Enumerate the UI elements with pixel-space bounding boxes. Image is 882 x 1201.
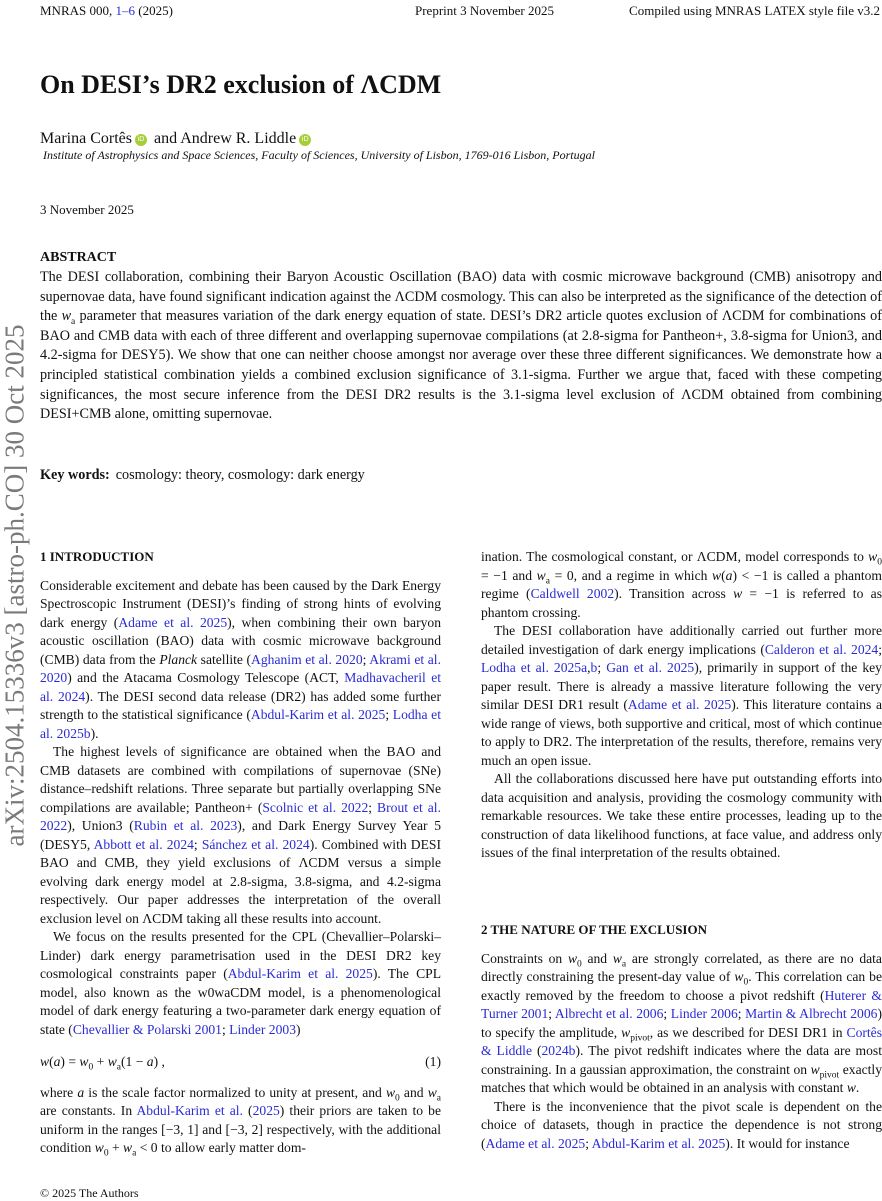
section-heading: 2 THE NATURE OF THE EXCLUSION — [481, 922, 707, 937]
text-run: ). Transition across — [614, 586, 734, 601]
text-run: ) to specify the amplitude, — [481, 1006, 882, 1040]
text-run: = −1 and — [481, 567, 537, 583]
citation-link[interactable]: Caldwell 2002 — [530, 586, 615, 601]
text-run: is the scale factor normalized to unity at present, and — [84, 1084, 386, 1100]
abstract-heading: ABSTRACT — [40, 250, 117, 265]
text-run: (1 − — [121, 1054, 147, 1069]
citation-link[interactable]: Adame et al. 2025 — [118, 614, 228, 630]
text-run: . This correlation can be exactly removed by the freedom to choose a pivot redshift ( — [481, 969, 882, 1003]
text-run: ). Combined with DESI BAO and CMB, they yield exclusions of ΛCDM versus a simple evolving dark energy model at 2.8-sigma, 3.8-sigma, and 4.2-sigma respectively. Our paper addresses the interpretation of the overall exclusion level on ΛCDM taking all these results into account. — [40, 836, 441, 926]
citation-link[interactable]: Albrecht et al. 2006 — [554, 1006, 664, 1021]
math-symbol: w — [123, 1140, 133, 1155]
citation-link[interactable]: Gan et al. 2025 — [606, 660, 695, 675]
text-run: ). It would for instance — [725, 1135, 850, 1151]
citation-link[interactable]: Lodha et al. 2025b — [40, 707, 441, 741]
paragraph — [481, 950, 882, 1098]
math-symbol: w — [107, 1054, 117, 1069]
paragraph — [481, 548, 882, 622]
text-run: ). This literature contains a wide range of views, both supportive and critical, most of which continue to apply to DR2. The interpretation of the results, therefore, remains very much an open issue. — [481, 697, 882, 768]
text-run: ) = — [60, 1054, 80, 1069]
section-2 — [481, 921, 882, 1153]
text-run: ; — [585, 1135, 592, 1151]
author-conjunction: and — [153, 130, 178, 147]
citation-link[interactable]: b — [590, 660, 598, 675]
subscript: a — [116, 1062, 121, 1073]
citation-link[interactable]: Rubin et al. 2023 — [133, 818, 238, 833]
math-symbol: w — [385, 1084, 396, 1100]
text-run: ; — [548, 1006, 555, 1021]
text-run: are constants. In — [40, 1103, 137, 1118]
paper-date: 3 November 2025 — [40, 202, 134, 217]
text-run: ( — [49, 1054, 54, 1069]
citation-link[interactable]: Madhavacheril et al. 2024 — [40, 670, 441, 704]
text-run: ( — [721, 567, 726, 583]
text-run: ; — [737, 1006, 746, 1021]
text-run: satellite ( — [197, 651, 252, 667]
citation-link[interactable]: 2025 — [252, 1103, 280, 1118]
math-symbol: w — [567, 950, 578, 966]
text-run: and — [399, 1084, 428, 1100]
math-symbol: w — [61, 308, 72, 325]
math-symbol: w — [734, 969, 744, 984]
text-run: ). The pivot redshift indicates where the data are most constraining. In a gaussian approximation, the constraint on — [481, 1043, 882, 1077]
text-run: ( — [532, 1043, 542, 1058]
subscript: a — [436, 1093, 441, 1104]
math-symbol: w — [536, 567, 546, 583]
math-symbol: w — [621, 1024, 631, 1040]
text-run: Considerable excitement and debate has been caused by the Dark Energy Spectroscopic Instrument (DESI)’s finding of strong hints of evolving dark energy ( — [40, 577, 441, 630]
text-run: parameter that measures variation of the dark energy equation of state. DESI’s DR2 article quotes exclusion of ΛCDM for combinations of BAO and CMB data with each of three different and overlapping supernovae compilations (at 2.8-sigma for Pantheon+, 3.8-sigma for Union3, and 4.2-sigma for DESY5). We show that one can neither choose amongst nor average over these three different significances. We demonstrate how a principled statistical combination yields a combined exclusion significance of 3.1-sigma. Further we argue that, faced with these competing significances, the most secure inference from the DESI DR2 results is the 3.1-sigma level exclusion of ΛCDM obtained from combining DESI+CMB alone, omitting supernovae. — [40, 308, 882, 423]
orcid-icon[interactable]: iD — [299, 134, 311, 146]
text-run: ; — [221, 1021, 230, 1037]
text-run: ), when combining their own baryon acoustic oscillation (BAO) data with cosmic microwave background (CMB) data from the — [40, 614, 441, 667]
paragraph — [481, 1098, 882, 1154]
citation-link[interactable]: Abdul-Karim et al. 2025 — [591, 1135, 726, 1151]
math-symbol: w — [810, 1061, 820, 1077]
math-symbol: w — [427, 1084, 437, 1100]
math-symbol: a — [146, 1054, 154, 1069]
citation-link[interactable]: Huterer & Turner 2001 — [481, 987, 882, 1021]
abstract-text — [40, 268, 882, 425]
text-run: The highest levels of significance are obtained when the BAO and CMB datasets are combined with compilations of supernovae (SNe) distance–redshift relations. Three separate but partially overlapping SNe compilations are available; Pantheon+ ( — [40, 744, 441, 815]
subscript: a — [621, 959, 627, 970]
paragraph — [40, 743, 441, 928]
subscript: 0 — [103, 1148, 109, 1159]
citation-link[interactable]: Aghanim et al. 2020 — [251, 651, 363, 667]
subscript: 0 — [88, 1062, 94, 1073]
citation-link[interactable]: Cortês & Liddle — [481, 1024, 882, 1058]
subscript: 0 — [395, 1093, 400, 1104]
text-run: All the collaborations discussed here have put outstanding efforts into data acquisition and analysis, providing the cosmology community with remarkable resources. We take these entire processes, leading up to the construction of data likelihood functions, at face value, and address only issues of the final interpretation of the results obtained. — [481, 771, 882, 860]
text-run: , as we described for DESI DR1 in — [649, 1024, 847, 1040]
italic-text: Planck — [159, 651, 198, 667]
citation-link[interactable]: Akrami et al. 2020 — [40, 651, 441, 685]
equation-number: (1) — [425, 1054, 441, 1069]
paragraph — [40, 928, 441, 1039]
citation-link[interactable]: 2024b — [541, 1043, 576, 1058]
citation-link[interactable]: Brout et al. 2022 — [40, 799, 441, 833]
math-symbol: a — [725, 567, 733, 583]
text-run: = −1 is referred to as phantom crossing. — [481, 586, 882, 620]
journal-year: (2025) — [138, 3, 173, 18]
text-run: The DESI collaboration, combining their Baryon Acoustic Oscillation (BAO) data with cosmic microwave background (CMB) anisotropy and supernovae data, have found significant indication against the ΛCDM cosmology. This can also be interpreted as the significance of the detection of the — [40, 269, 882, 325]
text-run: ; — [878, 641, 882, 657]
citation-link[interactable]: Abdul-Karim et al. 2025 — [250, 707, 386, 722]
citation-link[interactable]: Abdul-Karim et al. — [136, 1103, 243, 1118]
citation-link[interactable]: Abbott et al. 2024 — [93, 836, 194, 852]
text-run: There is the inconvenience that the pivot scale is dependent on the choice of datasets, though in practice the dependence is not strong ( — [481, 1098, 882, 1151]
equation-1 — [40, 1053, 441, 1072]
text-run: ). The CPL model, also known as the w0waCDM model, is a phenomenological model of dark energy featuring a two-parameter dark energy equation of state ( — [40, 966, 441, 1037]
citation-link[interactable]: Chevallier & Polarski 2001 — [72, 1021, 222, 1037]
text-run: ) , — [153, 1054, 165, 1069]
citation-link[interactable]: Linder 2006 — [670, 1006, 738, 1021]
left-column — [40, 548, 441, 1158]
subscript: a — [132, 1148, 137, 1159]
text-run: ), primarily in support of the key paper result. There is already a massive literature following the very similar DESI DR1 result ( — [481, 660, 882, 712]
text-run: ). The DESI second data release (DR2) has added some further strength to the statistical significance ( — [40, 688, 441, 722]
citation-link[interactable]: Calderon et al. 2024 — [764, 641, 879, 657]
journal-ref: MNRAS 000, — [40, 3, 113, 18]
text-run: < 0 to allow early matter dom- — [136, 1140, 306, 1155]
text-run: ), Union3 ( — [67, 818, 134, 833]
text-run: ination. The cosmological constant, or ΛCDM, model corresponds to — [481, 549, 869, 564]
math-symbol: w — [612, 950, 622, 966]
keywords-label: Key words: — [40, 467, 110, 483]
authors — [40, 130, 314, 148]
math-symbol: w — [733, 586, 743, 601]
text-run: ; — [193, 836, 202, 852]
text-run: We focus on the results presented for the CPL (Chevallier–Polarski–Linder) dark energy parametrisation used in the DESI DR2 key cosmological constraints paper ( — [40, 929, 441, 981]
text-run: ; — [385, 707, 393, 722]
text-run: = 0, and a regime in which — [549, 567, 713, 583]
text-run: ). — [90, 725, 99, 741]
text-run: + — [93, 1054, 108, 1069]
author-name: Marina Cortês — [40, 130, 132, 147]
text-run: ; — [362, 651, 370, 667]
text-run: . — [855, 1080, 860, 1095]
citation-link[interactable]: Sánchez et al. 2024 — [201, 836, 310, 852]
math-symbol: w — [868, 549, 878, 564]
right-column — [481, 548, 882, 863]
math-symbol: w — [94, 1140, 104, 1155]
compiled-note: Compiled using MNRAS LATEX style file v3.2 — [629, 3, 880, 18]
text-run: , — [587, 660, 591, 675]
text-run: where — [40, 1084, 78, 1100]
author-name: Andrew R. Liddle — [180, 130, 297, 147]
text-run: ) — [296, 1021, 301, 1037]
paragraph — [40, 1084, 441, 1158]
arxiv-stamp: arXiv:2504.15336v3 [astro-ph.CO] 30 Oct 2025 — [0, 324, 30, 847]
math-symbol: w — [846, 1080, 856, 1095]
subscript: a — [545, 576, 550, 587]
math-symbol: w — [40, 1054, 50, 1069]
citation-link[interactable]: Martin & Albrecht 2006 — [745, 1006, 878, 1021]
math-symbol: a — [53, 1054, 61, 1069]
copyright-footer: © 2025 The Authors — [40, 1186, 139, 1200]
subscript: pivot — [630, 1033, 650, 1044]
subscript: 0 — [877, 557, 882, 568]
keywords — [40, 467, 365, 484]
text-run: ; — [597, 660, 607, 675]
citation-link[interactable]: Scolnic et al. 2022 — [262, 799, 369, 815]
citation-link[interactable]: Lodha et al. 2025a — [481, 660, 588, 675]
citation-link[interactable]: Abdul-Karim et al. 2025 — [227, 966, 373, 981]
paper-title: On DESI’s DR2 exclusion of ΛCDM — [40, 70, 442, 99]
citation-link[interactable]: Adame et al. 2025 — [485, 1135, 586, 1151]
text-run: ; — [663, 1006, 671, 1021]
text-run: are strongly correlated, as there are no data directly constraining the present-day value of — [481, 950, 882, 984]
keywords-text: cosmology: theory, cosmology: dark energy — [115, 467, 365, 483]
text-run: The DESI collaboration have additionally carried out further more detailed investigation of dark energy implications ( — [481, 623, 882, 657]
paragraph — [481, 770, 882, 863]
text-run: + — [108, 1140, 124, 1155]
text-run: ( — [242, 1103, 253, 1118]
equation-body — [40, 1053, 165, 1072]
text-run: ), and Dark Energy Survey Year 5 (DESY5, — [40, 818, 441, 852]
citation-link[interactable]: Linder 2003 — [229, 1021, 296, 1037]
section-heading: 1 INTRODUCTION — [40, 549, 154, 564]
math-symbol: a — [77, 1084, 85, 1100]
text-run: exactly matches that which would be obtained in an analysis with constant — [481, 1061, 882, 1095]
text-run: Constraints on — [481, 950, 568, 966]
math-symbol: w — [712, 567, 722, 583]
math-symbol: w — [79, 1054, 89, 1069]
text-run: ) and the Atacama Cosmology Telescope (ACT, — [67, 670, 345, 685]
preprint-date: Preprint 3 November 2025 — [415, 3, 555, 18]
subscript: pivot — [819, 1070, 840, 1081]
text-run: ) < −1 is called a phantom regime ( — [481, 567, 882, 601]
subscript: 0 — [743, 977, 749, 988]
affiliation: Institute of Astrophysics and Space Sciences, Faculty of Sciences, University of Lisbon, 1769-016 Lisbon, Portugal — [43, 148, 595, 162]
text-run: ) their priors are taken to be uniform in the ranges [−3, 1] and [−3, 2] respectively, with the additional condition — [40, 1103, 441, 1155]
text-run: and — [581, 950, 613, 966]
subscript: a — [71, 317, 76, 328]
subscript: 0 — [577, 959, 582, 970]
text-run: ; — [368, 799, 378, 815]
pages-link[interactable]: 1–6 — [115, 3, 135, 18]
running-header-journal — [40, 3, 173, 19]
paragraph — [40, 577, 441, 744]
citation-link[interactable]: Adame et al. 2025 — [627, 697, 732, 712]
orcid-icon[interactable]: iD — [135, 134, 147, 146]
paragraph — [481, 622, 882, 770]
